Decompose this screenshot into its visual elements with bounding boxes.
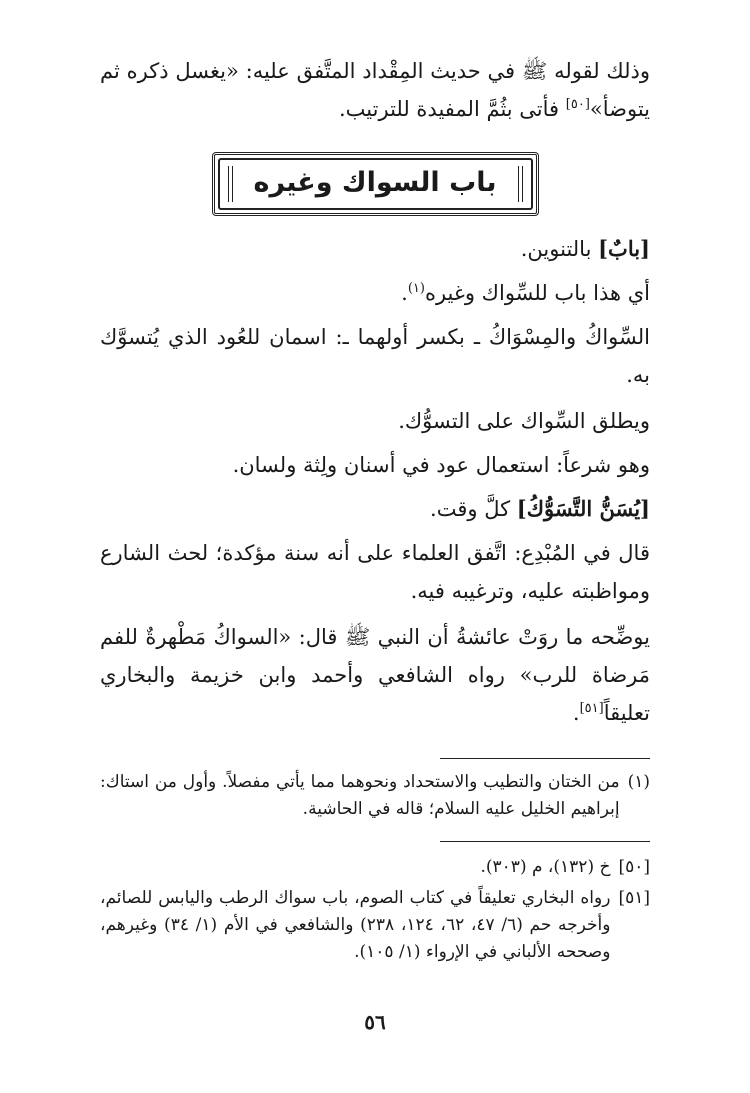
reference-marker[interactable]: [٥٠] [565,97,590,112]
title-outer-border [212,152,539,216]
matn-text: [بابٌ] [598,236,650,261]
footnote-divider [440,758,650,759]
paragraph-text: بالتنوين. [520,237,599,261]
page-number: ٥٦ [364,1010,386,1034]
paragraph-hadith-miqdad [100,52,650,128]
footnote-number: (١) [627,772,650,792]
paragraph-text: فأتى بثُمَّ المفيدة للترتيب. [339,97,566,121]
paragraph-text: . [401,281,408,305]
matn-text: [يُسَنُّ التَّسَوُّكُ] [516,496,650,521]
paragraph-text: أي هذا باب للسِّواك وغيره [424,281,650,305]
paragraph-sunnah [100,490,650,528]
reference-marker[interactable]: [٥١] [579,701,604,716]
section-title: باب السواك وغيره [218,158,533,210]
paragraph-usage: ويطلق السِّواك على التسوُّك. [398,409,650,433]
paragraph-text: وذلك لقوله ﷺ في حديث المِقْداد المتَّفق عليه: «يغسل ذكره ثم يتوضأ» [100,59,650,121]
reference-text: رواه البخاري تعليقاً في كتاب الصوم، باب سواك الرطب واليابس للصائم، وأخرجه حم (٦/ ٤٧، ٦٢، ١٢٤، ٢٣٨) والشافعي في الأم (١/ ٣٤) وغيرهم، وصححه الألباني في الإرواء (١/ ١٠٥). [100,888,611,962]
paragraph-text: يوضِّحه ما روَتْ عائشةُ أن النبي ﷺ قال: «السواكُ مَطْهرةٌ للفم مَرضاة للرب» رواه الشافعي وأحمد وابن خزيمة والبخاري تعليقاً [100,625,650,725]
paragraph-text: . [572,701,580,725]
references-divider [440,841,650,842]
paragraph-mubdi: قال في المُبْدِع: اتَّفق العلماء على أنه سنة مؤكدة؛ لحث الشارع ومواظبته عليه، وترغيبه فيه. [100,541,650,603]
footnote-marker[interactable]: (١) [407,281,425,296]
paragraph-text: كلَّ وقت. [430,497,517,521]
section-title-frame [100,152,650,216]
paragraph-meaning [100,274,650,312]
reference-item [100,854,650,881]
footnote-text: من الختان والتطيب والاستحداد ونحوهما مما يأتي مفصلاً. وأول من استاك: إبراهيم الخليل عليه السلام؛ قاله في الحاشية. [100,772,620,819]
reference-number: [٥٠] [618,857,650,877]
reference-number: [٥١] [618,888,650,908]
paragraph-aisha-hadith [100,618,650,732]
footnote-item [100,769,650,823]
paragraph-sharia-definition: وهو شرعاً: استعمال عود في أسنان ولِثة ولسان. [232,453,650,477]
reference-item [100,885,650,966]
paragraph-bab [100,230,650,268]
paragraph-definition: السِّواكُ والمِسْوَاكُ ـ بكسر أولهما ـ: اسمان للعُود الذي يُتسوَّك به. [100,325,650,387]
reference-text: خ (١٣٢)، م (٣٠٣). [480,857,611,877]
